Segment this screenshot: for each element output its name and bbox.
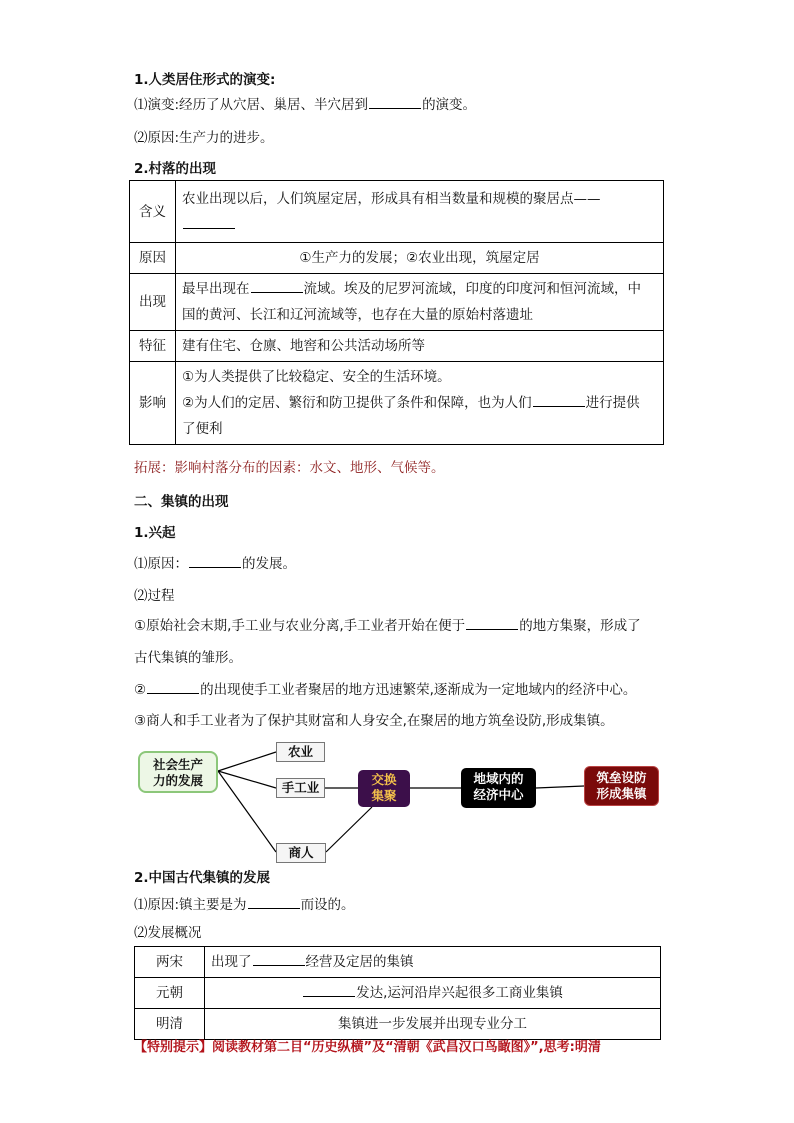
blank-field[interactable] [303, 984, 355, 997]
process-1-end: 的地方集聚，形成了 [519, 618, 641, 634]
china-reason-end: 而设的。 [300, 897, 355, 913]
reason-line: ⑵原因:生产力的进步。 [134, 130, 274, 146]
yuan-text: 发达,运河沿岸兴起很多工商业集镇 [356, 985, 563, 1001]
overview-label: ⑵发展概况 [134, 925, 202, 941]
china-reason-text: ⑴原因:镇主要是为 [134, 897, 247, 913]
section-title-towns: 二、集镇的出现 [134, 494, 229, 510]
cell-label: 明清 [135, 1009, 205, 1040]
blank-field[interactable] [248, 896, 300, 909]
extension-note: 拓展：影响村落分布的因素：水文、地形、气候等。 [134, 460, 445, 476]
subsection-rise: 1.兴起 [134, 525, 176, 541]
song-text: 出现了 [211, 954, 252, 970]
china-reason-line [134, 893, 355, 913]
node-exchange: 交换 集聚 [358, 770, 410, 807]
section-title-villages: 2.村落的出现 [134, 161, 217, 177]
town-reason-end: 的发展。 [242, 556, 296, 572]
table-row-ming [135, 1009, 661, 1040]
connector-line [218, 771, 276, 788]
table-row-yuan [135, 978, 661, 1009]
meaning-text: 农业出现以后，人们筑屋定居，形成具有相当数量和规模的聚居点—— [182, 190, 601, 207]
node-handicraft: 手工业 [276, 778, 325, 798]
impact-2-end: 进行提供 [585, 395, 640, 411]
cell-label: 出现 [130, 274, 176, 331]
process-2-text: 的出现使手工业者聚居的地方迅速繁荣,逐渐成为一定地域内的经济中心。 [200, 682, 637, 698]
connector-line [218, 771, 276, 852]
connector-line [218, 752, 276, 771]
cell-content: ①生产力的发展；②农业出现，筑屋定居 [176, 243, 664, 274]
appear-text-end: 流域。埃及的尼罗河流域，印度的印度河和恒河流域，中 [303, 281, 641, 297]
cell-label: 特征 [130, 331, 176, 362]
section-title-living-forms: 1.人类居住形式的演变: [134, 72, 276, 88]
impact-2: ②为人们的定居、繁衍和防卫提供了条件和保障，也为人们 [182, 395, 532, 411]
process-1-text: ①原始社会末期,手工业与农业分离,手工业者开始在便于 [134, 618, 466, 634]
blank-field[interactable] [253, 953, 305, 966]
appear-text: 最早出现在 [182, 281, 250, 297]
cell-content: 集镇进一步发展并出现专业分工 [205, 1009, 661, 1040]
node-economic-center: 地域内的 经济中心 [461, 768, 536, 808]
cell-content: 建有住宅、仓廪、地窖和公共活动场所等 [176, 331, 664, 362]
impact-1: ①为人类提供了比较稳定、安全的生活环境。 [182, 369, 451, 385]
cell-content [205, 978, 661, 1009]
town-reason-text: ⑴原因： [134, 556, 188, 572]
node-productivity: 社会生产 力的发展 [138, 751, 218, 793]
section-title-china-towns: 2.中国古代集镇的发展 [134, 870, 271, 886]
cell-label: 原因 [130, 243, 176, 274]
appear-line2: 国的黄河、长江和辽河流域等，也存在大量的原始村落遗址 [182, 307, 533, 323]
connector-line [326, 807, 372, 852]
node-merchant: 商人 [276, 843, 326, 863]
special-tip: 【特别提示】阅读教材第二目“历史纵横”及“清朝《武昌汉口鸟瞰图》”,思考:明清 [134, 1040, 601, 1055]
process-2-num: ② [134, 682, 147, 698]
process-1-line2: 古代集镇的雏形。 [134, 650, 242, 666]
cell-label: 影响 [130, 362, 176, 445]
node-fortified-town: 筑垒设防 形成集镇 [584, 766, 659, 806]
cell-label: 两宋 [135, 947, 205, 978]
cell-label: 元朝 [135, 978, 205, 1009]
connector-line [536, 786, 584, 788]
development-table [134, 946, 661, 1040]
process-3-line: ③商人和手工业者为了保护其财富和人身安全,在聚居的地方筑垒设防,形成集镇。 [134, 713, 614, 729]
impact-3: 了便利 [182, 421, 223, 437]
cell-content [205, 947, 661, 978]
table-row-song [135, 947, 661, 978]
evolution-text: ⑴演变:经历了从穴居、巢居、半穴居到 [134, 97, 369, 113]
evolution-text-end: 的演变。 [422, 97, 477, 113]
process-label: ⑵过程 [134, 588, 175, 604]
song-text-end: 经营及定居的集镇 [305, 954, 414, 970]
cell-label: 含义 [130, 181, 176, 243]
node-agriculture: 农业 [276, 742, 325, 762]
